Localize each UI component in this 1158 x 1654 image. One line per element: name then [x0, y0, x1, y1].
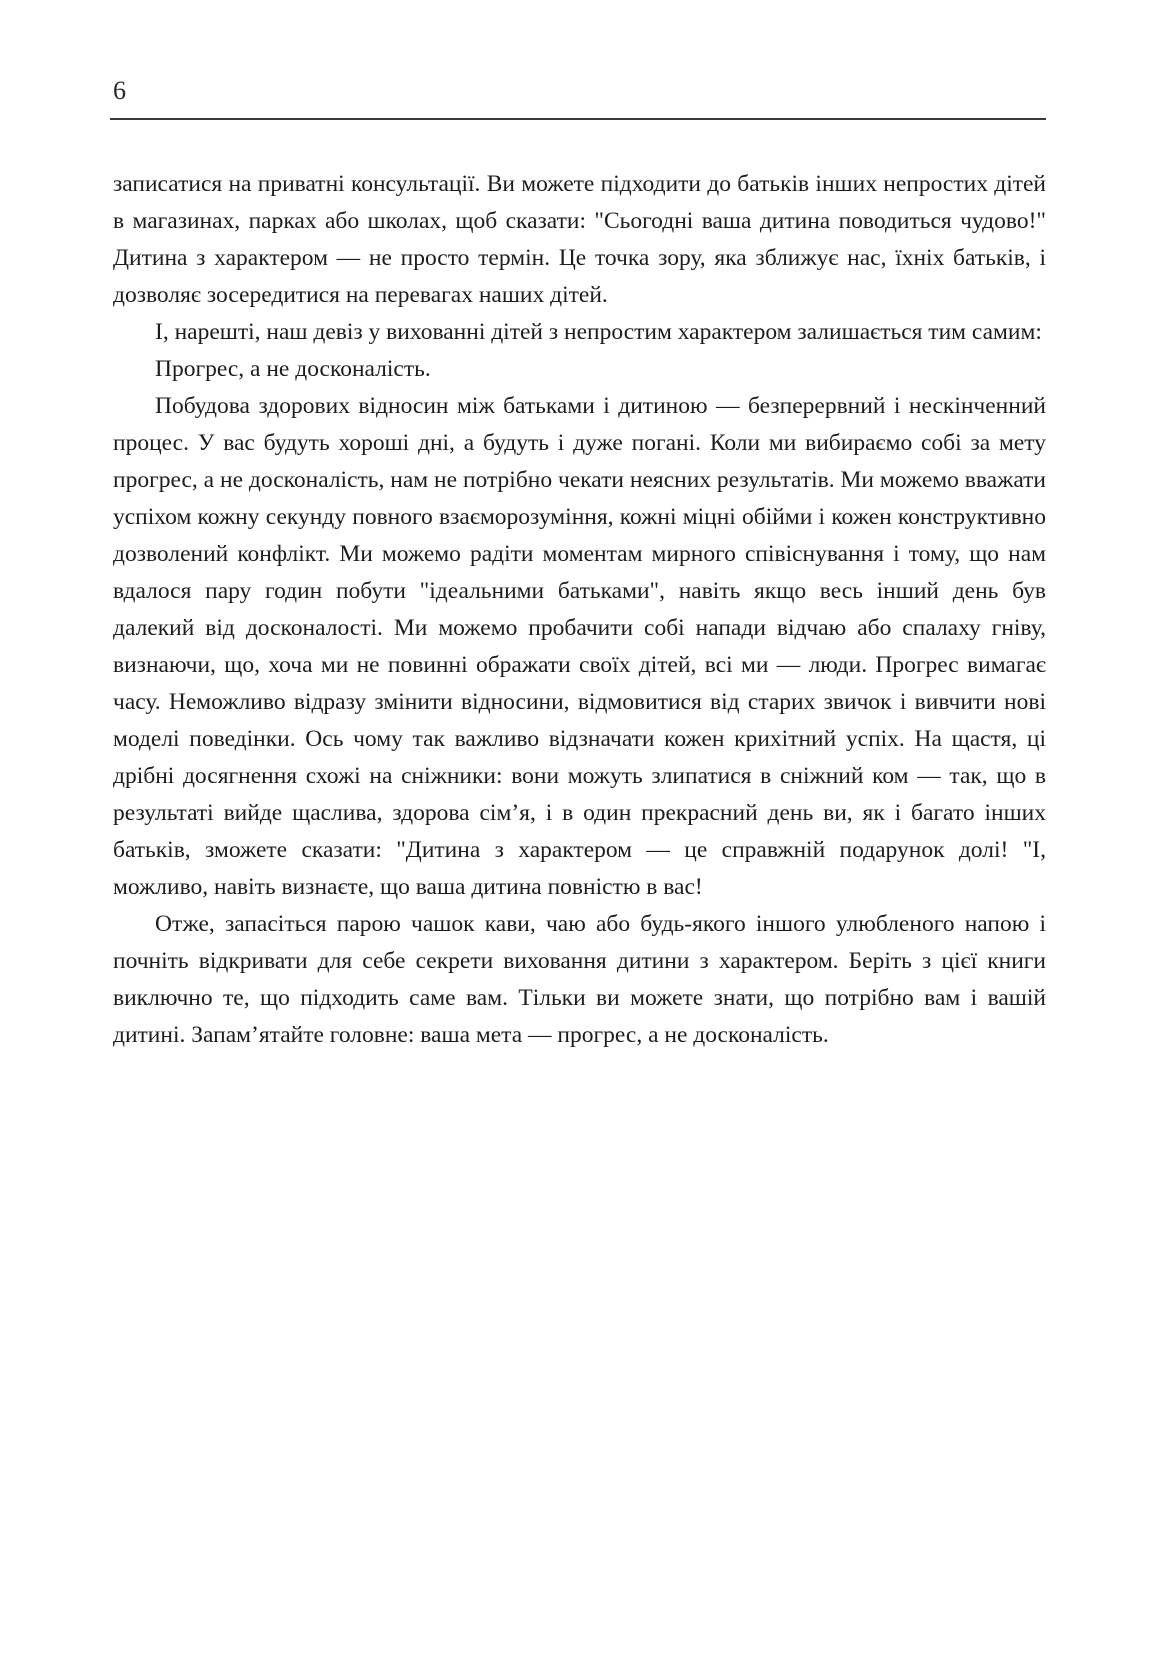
body-text [113, 166, 1046, 1054]
paragraph: І, нарешті, наш девіз у вихованні дітей з непростим характером залишається тим самим: [155, 319, 1042, 345]
paragraph: Прогрес, а не досконалість. [155, 356, 431, 382]
header-rule [110, 118, 1046, 120]
paragraph: Побудова здорових відносин між батьками і дитиною — безперервний і нескінченний процес. У вас будуть хороші дні, а будуть і дуже погані. Коли ми вибираємо собі за мету прогрес, а не досконалість, нам не потрібно чекати неясних результатів. Ми можемо вважати успіхом кожну секунду повного взаєморозуміння, кожні міцні обійми і кожен конструктивно дозволений конфлікт. Ми можемо радіти моментам мирного співіснування і тому, що нам вдалося пару годин побути "ідеальними батьками", навіть якщо весь інший день був далекий від досконалості. Ми можемо пробачити собі напади відчаю або спалаху гніву, визнаючи, що, хоча ми не повинні ображати своїх дітей, всі ми — люди. Прогрес вимагає часу. Неможливо відразу змінити відносини, відмовитися від старих звичок і вивчити нові моделі поведінки. Ось чому так важливо відзначати кожен крихітний успіх. На щастя, ці дрібні досягнення схожі на сніжники: вони можуть злипатися в сніжний ком — так, що в результаті вийде щаслива, здорова сім’я, і в один прекрасний день ви, як і багато інших батьків, зможете сказати: "Дитина з характером — це справжній подарунок долі! "І, можливо, навіть визнаєте, що ваша дитина повністю в вас! [113, 393, 1046, 900]
paragraph: записатися на приватні консультації. Ви можете підходити до батьків інших непростих дітей в магазинах, парках або школах, щоб сказати: "Сьогодні ваша дитина поводиться чудово!" Дитина з характером — не просто термін. Це точка зору, яка зближує нас, їхніх батьків, і дозволяє зосередитися на перевагах наших дітей. [113, 171, 1046, 308]
paragraph: Отже, запасіться парою чашок кави, чаю або будь-якого іншого улюбленого напою і почніть відкривати для себе секрети виховання дитини з характером. Беріть з цієї книги виключно те, що підходить саме вам. Тільки ви можете знати, що потрібно вам і вашій дитині. Запам’ятайте головне: ваша мета — прогрес, а не досконалість. [113, 911, 1046, 1048]
page-number: 6 [113, 76, 126, 105]
page-header [110, 76, 1046, 120]
